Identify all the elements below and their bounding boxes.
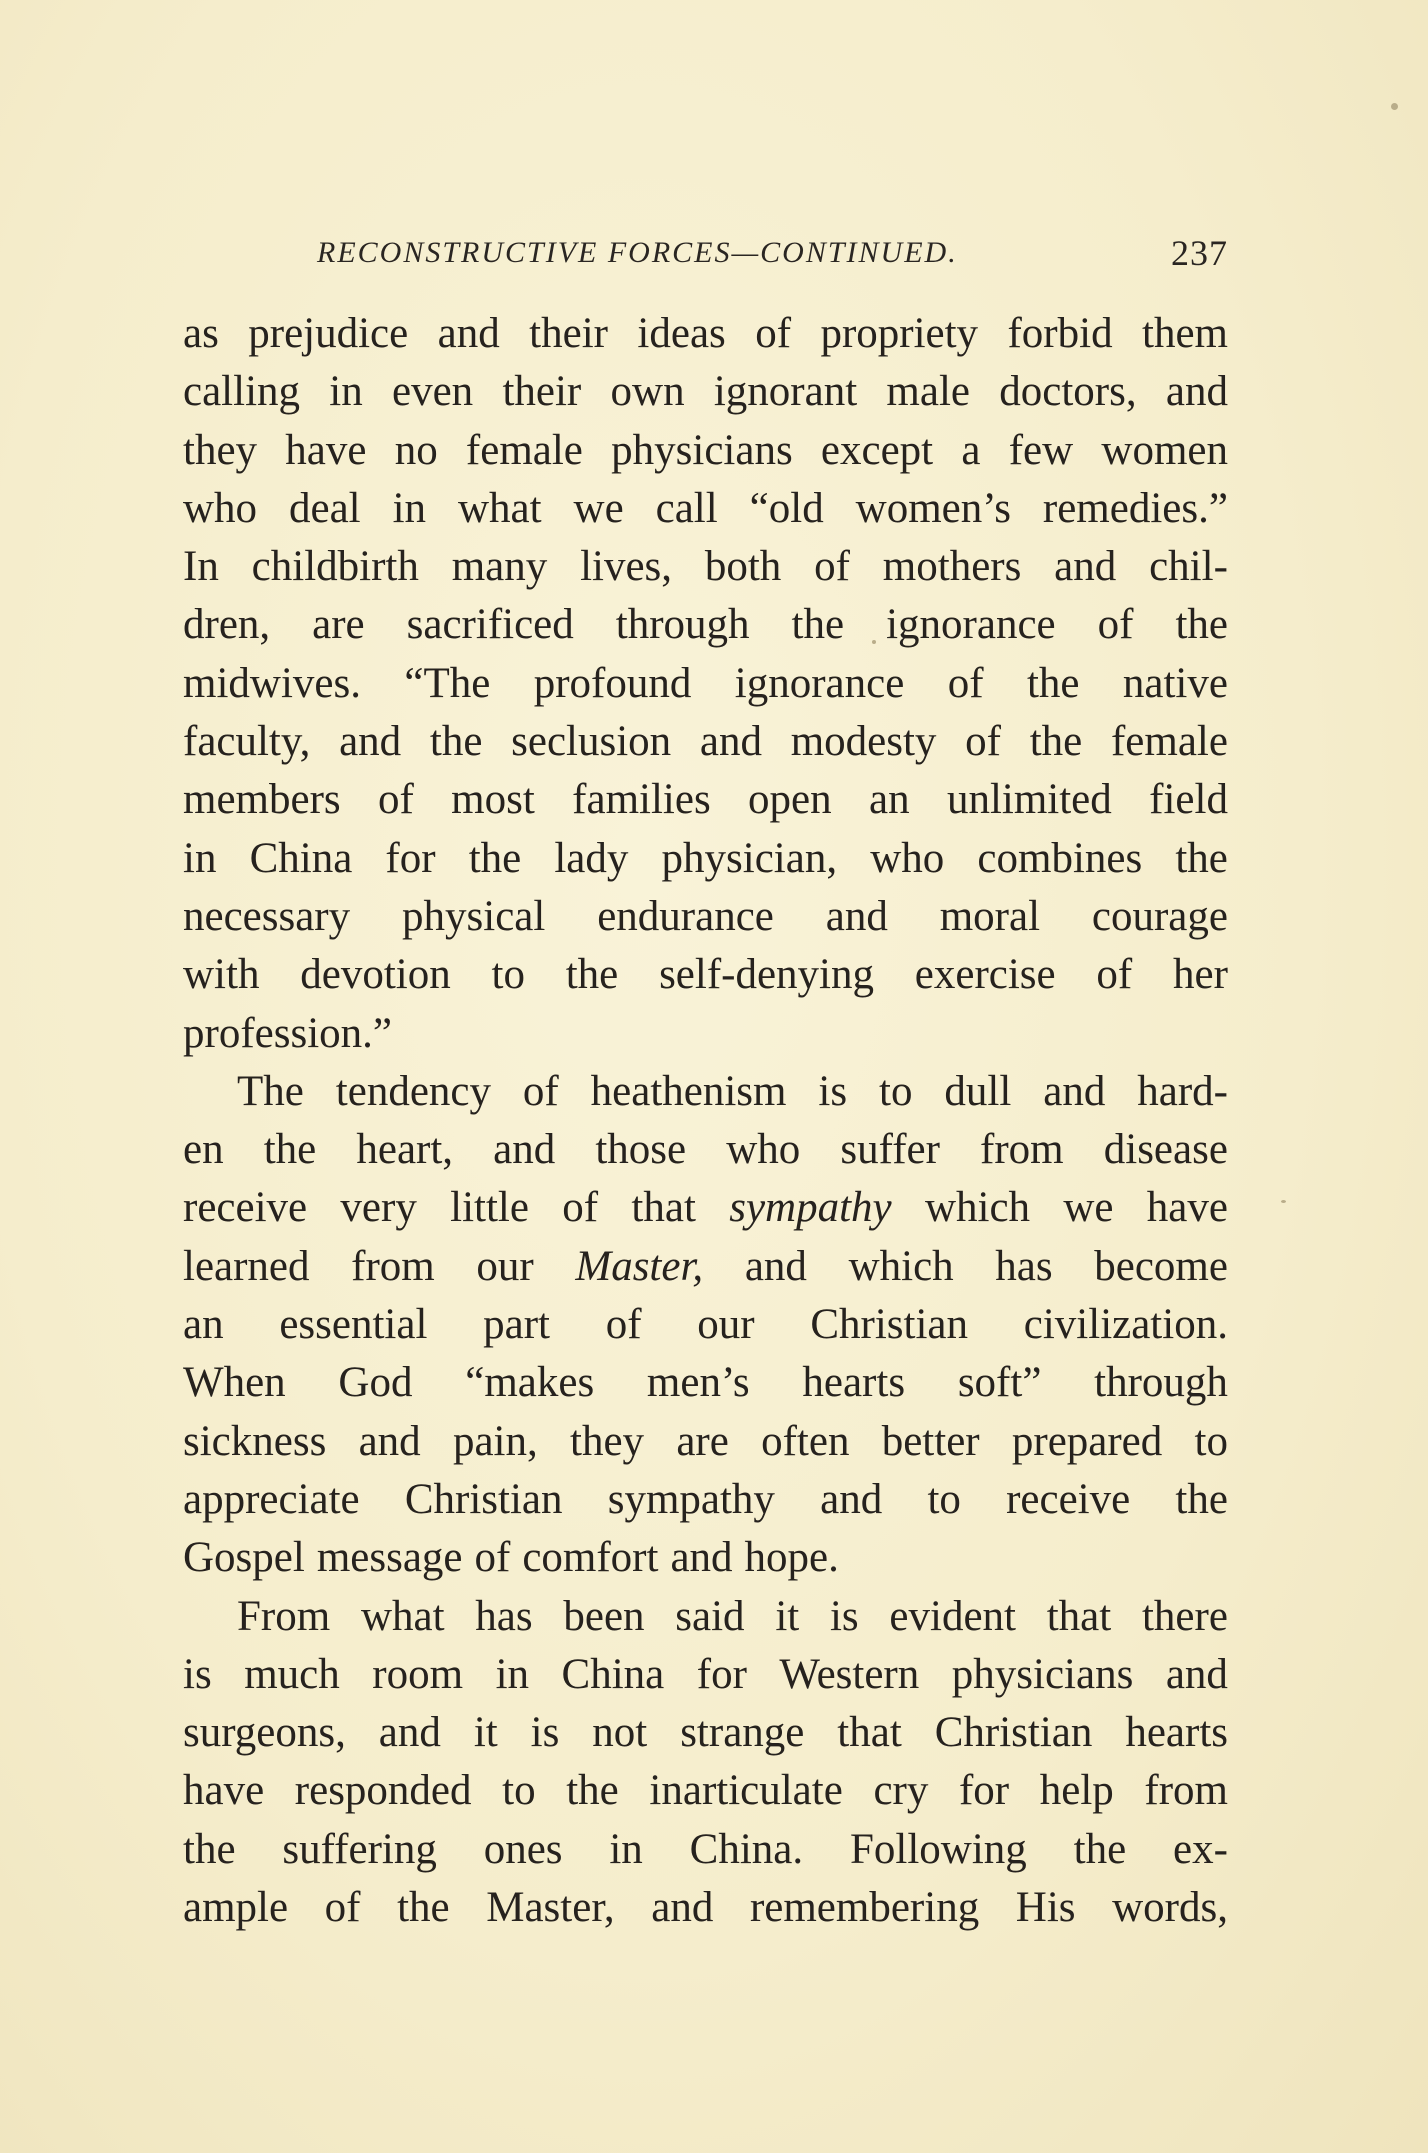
word: the [183, 1825, 236, 1873]
word: combines [977, 834, 1143, 882]
word: women’s [855, 484, 1011, 532]
word: surgeons, [183, 1709, 346, 1757]
word: and [437, 310, 500, 357]
word: better [881, 1417, 980, 1465]
word: comfort [522, 1534, 659, 1582]
word: both [704, 543, 782, 591]
word: as [183, 310, 219, 357]
word: suffering [282, 1825, 437, 1873]
word: no [394, 426, 438, 474]
word: not [592, 1709, 648, 1757]
word: her [1173, 951, 1228, 999]
word: Master, [575, 1242, 704, 1290]
word: dull [944, 1067, 1012, 1115]
word: of [522, 1067, 559, 1115]
word: what [360, 1592, 445, 1640]
word: courage [1091, 892, 1228, 940]
word: the [468, 834, 522, 882]
word: sickness [183, 1417, 327, 1465]
word: have [183, 1767, 265, 1815]
word: China [249, 834, 353, 882]
word: to [879, 1067, 913, 1115]
word: endurance [597, 892, 774, 940]
word: the [1175, 834, 1228, 882]
word: the [791, 601, 845, 649]
text-line [183, 771, 1228, 829]
word: and [651, 1884, 714, 1932]
word: seclusion [511, 718, 672, 766]
word: has [995, 1242, 1053, 1290]
word: necessary [183, 892, 351, 940]
text-line [183, 1471, 1228, 1529]
word: with [183, 951, 260, 999]
word: are [676, 1417, 729, 1465]
word: in [495, 1650, 530, 1698]
word: of [755, 310, 792, 357]
word: the [263, 1126, 317, 1174]
word: of [474, 1534, 511, 1582]
word: we [1063, 1184, 1114, 1232]
word: evident [889, 1592, 1016, 1640]
word: and [1043, 1067, 1106, 1115]
word: remembering [749, 1884, 980, 1932]
word: to [491, 951, 525, 999]
word: the [429, 718, 483, 766]
word: soft” [957, 1359, 1042, 1407]
word: responded [294, 1767, 472, 1815]
word: for [385, 834, 436, 882]
word: become [1094, 1242, 1228, 1290]
word: is [829, 1592, 859, 1640]
word: an [869, 776, 910, 824]
word: hearts [1125, 1709, 1228, 1757]
word: the [1029, 718, 1083, 766]
word: and [825, 892, 888, 940]
word: en [183, 1126, 224, 1174]
paper-speck [1281, 1200, 1286, 1203]
word: tendency [335, 1067, 491, 1115]
word: China. [689, 1825, 804, 1873]
word: devotion [300, 951, 451, 999]
word: calling [183, 368, 301, 416]
word: our [697, 1301, 755, 1349]
word: that [631, 1184, 696, 1232]
text-line [183, 538, 1228, 596]
word: sympathy [729, 1184, 892, 1232]
paper-speck [1391, 103, 1398, 110]
word: words, [1112, 1884, 1228, 1932]
word: they [183, 426, 258, 474]
word: self-denying [659, 951, 874, 999]
word: moral [939, 892, 1041, 940]
word: through [615, 601, 750, 649]
word: those [595, 1126, 687, 1174]
word: of [605, 1301, 642, 1349]
word: who [183, 484, 258, 532]
word: physicians [951, 1650, 1134, 1698]
word: appreciate [183, 1475, 360, 1523]
word: them [1142, 310, 1228, 357]
word: essential [279, 1301, 428, 1349]
word: we [573, 484, 624, 532]
text-line [183, 1238, 1228, 1296]
word: families [572, 776, 711, 824]
text-line [183, 830, 1228, 888]
word: of [814, 543, 850, 591]
text-line [183, 1296, 1228, 1354]
word: hard- [1137, 1067, 1228, 1115]
word: the [397, 1884, 450, 1932]
word: midwives. [183, 659, 361, 707]
word: Master, [486, 1884, 615, 1932]
word: in [392, 484, 427, 532]
text-line [183, 305, 1228, 363]
word: suffer [840, 1126, 940, 1174]
word: ample [183, 1884, 289, 1932]
word: modesty [790, 718, 937, 766]
word: China [561, 1650, 665, 1698]
word: are [312, 601, 365, 649]
word: what [458, 484, 542, 532]
word: unlimited [946, 776, 1112, 824]
text-line [183, 1179, 1228, 1237]
word: from [1144, 1767, 1228, 1815]
word: civilization. [1023, 1301, 1228, 1349]
word: chil- [1149, 543, 1228, 591]
word: and [820, 1475, 883, 1523]
word: is [530, 1709, 560, 1757]
word: they [570, 1417, 645, 1465]
word: own [610, 368, 685, 416]
word: our [476, 1242, 534, 1290]
word: much [244, 1650, 340, 1698]
word: message [316, 1534, 463, 1582]
word: and [358, 1417, 421, 1465]
word: to [502, 1767, 536, 1815]
word: few [1008, 426, 1074, 474]
word: “old [749, 484, 824, 532]
word: it [473, 1709, 498, 1757]
text-line [183, 1762, 1228, 1820]
word: the [565, 951, 619, 999]
word: to [927, 1475, 961, 1523]
word: God [338, 1359, 413, 1407]
word: When [183, 1359, 286, 1407]
word: female [465, 426, 583, 474]
word: From [237, 1592, 331, 1640]
word: forbid [1007, 310, 1113, 357]
word: who [726, 1126, 801, 1174]
text-line [183, 655, 1228, 713]
text-line [183, 1646, 1228, 1704]
word: Gospel [183, 1534, 305, 1582]
word: it [775, 1592, 800, 1640]
word: the [566, 1767, 619, 1815]
word: that [837, 1709, 902, 1757]
word: help [1039, 1767, 1114, 1815]
text-line [183, 1005, 1228, 1063]
word: mothers [882, 543, 1022, 591]
text-line [183, 1354, 1228, 1412]
text-line [183, 1121, 1228, 1179]
word: many [451, 543, 548, 591]
word: for [696, 1650, 747, 1698]
text-line [183, 596, 1228, 654]
word: sympathy [607, 1475, 775, 1523]
word: and [339, 718, 402, 766]
word: inarticulate [649, 1767, 843, 1815]
word: the [1175, 1475, 1228, 1523]
page-number: 237 [1171, 233, 1228, 273]
word: and [1054, 543, 1117, 591]
word: women [1101, 426, 1228, 474]
body-text [183, 305, 1228, 1937]
text-line [183, 1879, 1228, 1937]
word: men’s [646, 1359, 750, 1407]
word: there [1141, 1592, 1228, 1640]
word: propriety [820, 310, 979, 357]
word: receive [1006, 1475, 1131, 1523]
word: the [1026, 659, 1080, 707]
word: Christian [404, 1475, 563, 1523]
text-line [183, 480, 1228, 538]
word: the [1073, 1825, 1127, 1873]
word: of [1097, 601, 1134, 649]
word: very [340, 1184, 417, 1232]
word: learned [183, 1242, 310, 1290]
word: has [475, 1592, 533, 1640]
word: and [670, 1534, 733, 1582]
word: cry [873, 1767, 929, 1815]
word: profession.” [183, 1009, 392, 1057]
word: pain, [452, 1417, 538, 1465]
word: heart, [356, 1126, 454, 1174]
word: is [183, 1650, 212, 1698]
word: most [451, 776, 535, 824]
word: ex- [1173, 1825, 1228, 1873]
word: In [183, 543, 219, 591]
word: male [886, 368, 970, 416]
word: have [1146, 1184, 1228, 1232]
word: dren, [183, 601, 271, 649]
word: often [761, 1417, 850, 1465]
word: which [924, 1184, 1031, 1232]
word: in [183, 834, 217, 882]
word: lives, [580, 543, 673, 591]
word: and [744, 1242, 807, 1290]
word: native [1122, 659, 1228, 707]
word: of [965, 718, 1001, 766]
word: Christian [810, 1301, 969, 1349]
word: room [372, 1650, 464, 1698]
word: been [563, 1592, 645, 1640]
word: of [377, 776, 414, 824]
text-line [183, 1821, 1228, 1879]
word: receive [183, 1184, 308, 1232]
word: of [324, 1884, 361, 1932]
word: physical [402, 892, 546, 940]
word: for [958, 1767, 1010, 1815]
text-line [183, 1704, 1228, 1762]
text-line [183, 946, 1228, 1004]
word: physicians [611, 426, 793, 474]
word: that [1046, 1592, 1112, 1640]
word: their [502, 368, 582, 416]
text-line [183, 1588, 1228, 1646]
word: members [183, 776, 341, 824]
word: faculty, [183, 718, 311, 766]
word: the [1175, 601, 1228, 649]
word: their [529, 310, 608, 357]
word: from [980, 1126, 1064, 1174]
word: said [675, 1592, 745, 1640]
text-line [183, 1413, 1228, 1471]
word: even [392, 368, 474, 416]
word: “The [404, 659, 491, 707]
text-line [183, 422, 1228, 480]
word: hope. [744, 1534, 839, 1582]
word: ignorant [713, 368, 858, 416]
word: who [870, 834, 945, 882]
word: Western [779, 1650, 920, 1698]
word: hearts [802, 1359, 906, 1407]
word: and [699, 718, 762, 766]
word: physician, [661, 834, 838, 882]
text-line [183, 363, 1228, 421]
word: ignorance [886, 601, 1056, 649]
word: female [1110, 718, 1228, 766]
word: Following [849, 1825, 1027, 1873]
word: profound [533, 659, 692, 707]
word: call [655, 484, 718, 532]
word: of [562, 1184, 599, 1232]
word: of [947, 659, 984, 707]
word: which [848, 1242, 954, 1290]
running-head: RECONSTRUCTIVE FORCES—CONTINUED. [317, 236, 958, 269]
word: deal [289, 484, 361, 532]
word: prejudice [248, 310, 409, 357]
word: is [818, 1067, 848, 1115]
word: to [1194, 1417, 1228, 1465]
word: of [1096, 951, 1133, 999]
word: and [493, 1126, 556, 1174]
word: and [378, 1709, 441, 1757]
word: little [450, 1184, 529, 1232]
word: part [483, 1301, 550, 1349]
word: a [961, 426, 981, 474]
word: heathenism [590, 1067, 787, 1115]
word: lady [554, 834, 629, 882]
text-line [183, 713, 1228, 771]
text-line [183, 888, 1228, 946]
word: an [183, 1301, 224, 1349]
word: open [748, 776, 832, 824]
word: prepared [1011, 1417, 1163, 1465]
word: sacrificed [406, 601, 574, 649]
word: from [351, 1242, 435, 1290]
word: Christian [934, 1709, 1093, 1757]
word: exercise [914, 951, 1056, 999]
word: and [1165, 1650, 1228, 1698]
word: except [820, 426, 934, 474]
word: childbirth [251, 543, 419, 591]
word: strange [680, 1709, 805, 1757]
word: doctors, [999, 368, 1137, 416]
word: The [237, 1067, 304, 1115]
word: “makes [465, 1359, 595, 1407]
text-line [183, 1529, 1228, 1587]
word: have [285, 426, 367, 474]
text-line [183, 1063, 1228, 1121]
word: ideas [637, 310, 726, 357]
word: remedies.” [1042, 484, 1228, 532]
word: field [1149, 776, 1228, 824]
word: through [1094, 1359, 1228, 1407]
word: His [1015, 1884, 1076, 1932]
word: in [609, 1825, 643, 1873]
word: ones [483, 1825, 563, 1873]
word: ignorance [734, 659, 905, 707]
page-header [183, 232, 1228, 288]
word: disease [1103, 1126, 1228, 1174]
word: in [329, 368, 363, 416]
word: and [1165, 368, 1228, 416]
